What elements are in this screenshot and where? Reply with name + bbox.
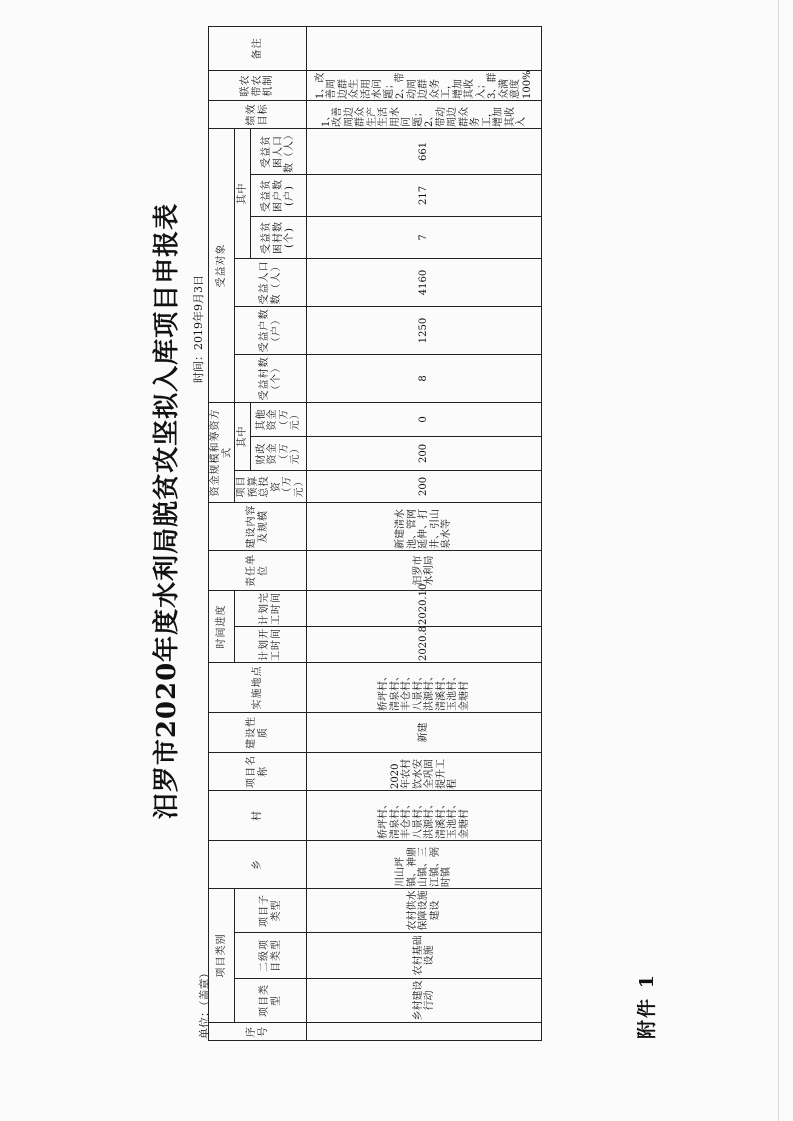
header-plan-finish: 计划完工时间 [235,590,307,626]
header-poor-villages: 受益贫困村数(个) [251,216,307,258]
table-row [307,26,542,1040]
cell-other-funds: 0 [307,402,542,436]
header-location: 实施地点 [209,662,307,712]
header-township: 乡 [209,840,307,888]
header-other-funds: 其他资金（万元） [251,402,307,436]
cell-poor-households: 217 [307,174,542,216]
header-benef-households: 受益户数（户） [235,306,307,354]
cell-benef-population: 4160 [307,258,542,306]
header-seq: 序号 [209,1023,307,1041]
header-poor-population: 受益贫困人口数（人） [251,128,307,174]
cell-project-name: 2020年农村饮水安全巩固提升工程 [307,752,542,790]
cell-performance: 1、改善周边群众生产生活用水问题；2、带动周边群众务工，增加其收入 [307,100,542,128]
header-project-name: 项目名称 [209,752,307,790]
header-benef-population: 受益人口数（人） [235,258,307,306]
header-sub-type: 项目子类型 [235,888,307,932]
attachment-label: 附件 1 [636,973,658,1039]
cell-benef-households: 1250 [307,306,542,354]
cell-plan-finish: 2020.10 [307,590,542,626]
header-content-scale: 建设内容及规模 [209,502,307,550]
cell-construction-nature: 新建 [307,712,542,752]
header-performance: 绩效目标 [209,100,307,128]
header-funding: 资金规模和筹资方式 [209,402,235,502]
header-benef-villages: 受益村数（个） [235,354,307,402]
project-table [208,26,542,1041]
cell-benef-villages: 8 [307,354,542,402]
page-title: 汨罗市2020年度水利局脱贫攻坚拟入库项目申报表 [152,202,182,820]
cell-secondary-type: 农村基础设施 [307,933,542,979]
cell-township: 川山坪镇、神鼎山镇、三江镇、弼时镇 [307,840,542,888]
cell-linkage: 1、改善周边群众生活用水问题；2、带动周边群众务工，增加其收入；3、群众满意度100% [307,70,542,100]
cell-sub-type: 农村供水保障设施建设 [307,888,542,932]
cell-poor-villages: 7 [307,216,542,258]
cell-content-scale: 新建清水池、管网延伸、打井、引山泉水等 [307,502,542,550]
header-beneficiaries: 受益对象 [209,128,235,402]
header-poor-households: 受益贫困户数(户) [251,174,307,216]
header-village: 村 [209,790,307,840]
date-label: 时间：2019年9月3日 [192,275,205,383]
header-linkage: 联农带农机制 [209,70,307,100]
cell-seq [307,1023,542,1041]
cell-fiscal-funds: 200 [307,436,542,470]
cell-poor-population: 661 [307,128,542,174]
cell-plan-start: 2020.8 [307,626,542,662]
header-project-category: 项目类别 [209,888,235,1022]
header-benef-of-which: 其中 [235,128,251,258]
header-funding-of-which: 其中 [235,402,251,470]
header-project-type: 项目类型 [235,979,307,1023]
header-construction-nature: 建设性质 [209,712,307,752]
header-secondary-type: 二级项目类型 [235,933,307,979]
cell-remarks [307,26,542,70]
cell-project-type: 乡村建设行动 [307,979,542,1023]
header-fiscal-funds: 财政资金（万元） [251,436,307,470]
header-schedule: 时间进度 [209,590,235,662]
header-responsible-unit: 责任单位 [209,550,307,590]
header-total-investment: 项目预算总投资（万元） [235,470,307,502]
cell-location: 桥坪村、清泉村、丰仓村、八景村、洪源村、清溪村、玉池村、金塘村 [307,662,542,712]
unit-label: 单位：（盖章） [198,967,211,1039]
header-remarks: 备注 [209,26,307,70]
header-plan-start: 计划开工时间 [235,626,307,662]
cell-total-investment: 200 [307,470,542,502]
cell-village: 桥坪村、清泉村、丰仓村、八景村、洪源村、清溪村、玉池村、金塘村 [307,790,542,840]
cell-responsible-unit: 汨罗市水利局 [307,550,542,590]
